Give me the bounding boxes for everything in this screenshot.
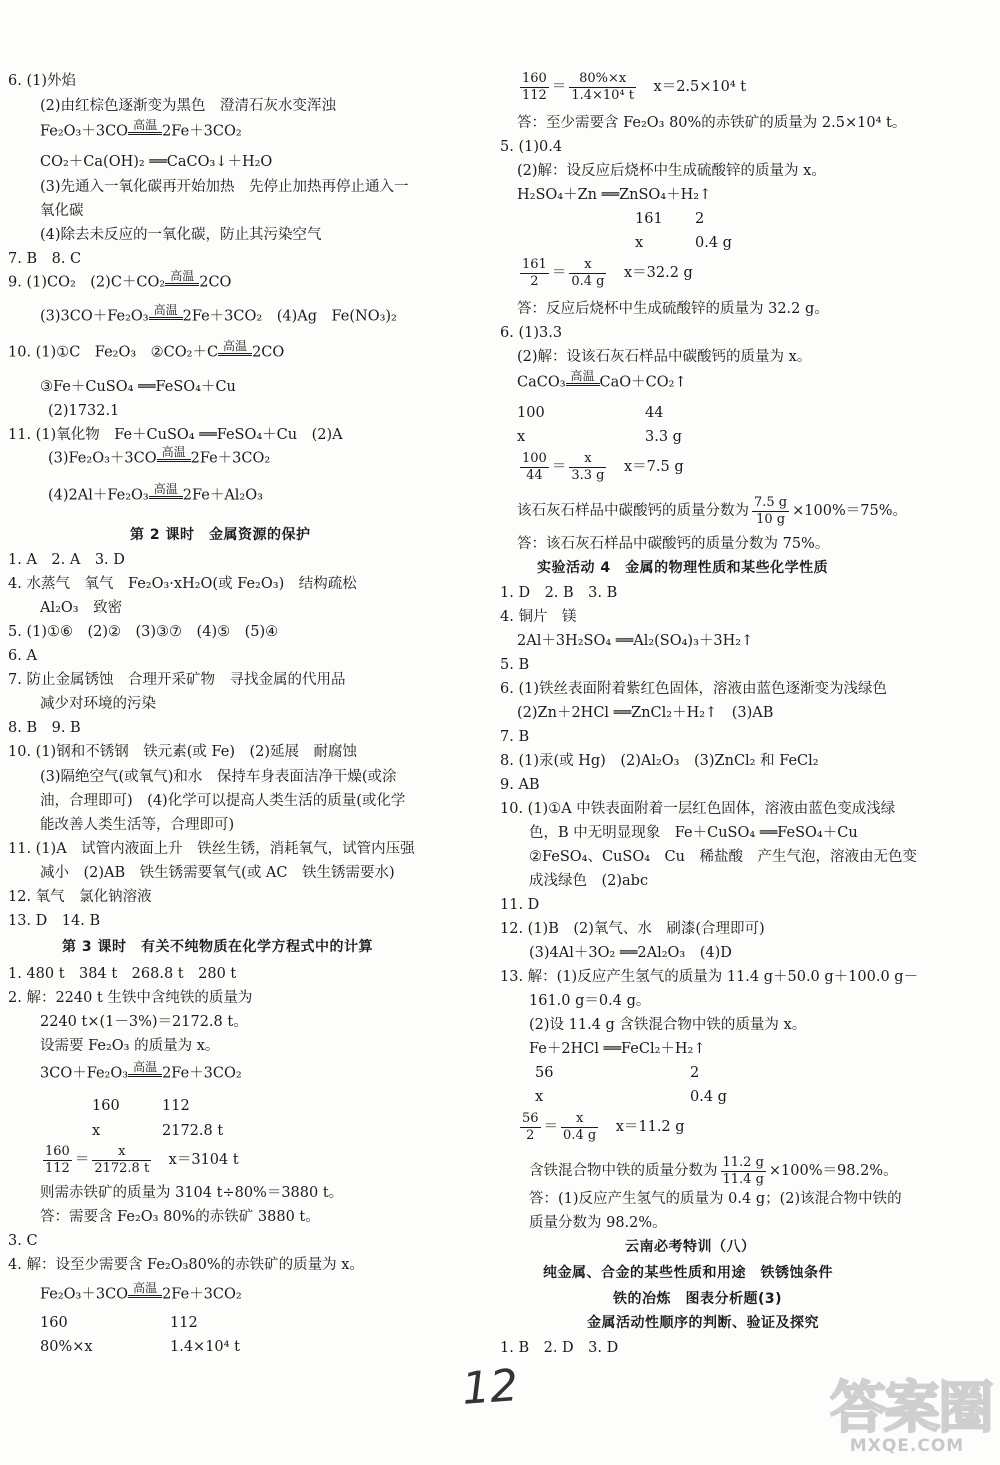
fraction xyxy=(752,496,789,526)
denominator: 2172.8 t xyxy=(94,1160,150,1176)
numerator: 161 xyxy=(522,257,547,272)
eq-right: 2CO xyxy=(252,344,285,361)
equation-line: Fe＋2HCl ══FeCl₂＋H₂↑ xyxy=(529,1041,706,1057)
answer-line: 答：(1)反应产生氢气的质量为 0.4 g；(2)该混合物中铁的 xyxy=(529,1191,902,1207)
numerator: x xyxy=(92,1145,151,1161)
fraction xyxy=(569,452,606,482)
numerator: 11.2 g xyxy=(722,1155,764,1170)
eq-left: (3)Fe₂O₃＋3CO xyxy=(48,450,157,467)
answer-line: 2240 t×(1－3%)＝2172.8 t。 xyxy=(40,1014,248,1030)
equation-line xyxy=(40,304,397,324)
mass-value: x xyxy=(635,235,644,251)
denominator: 112 xyxy=(522,87,547,103)
numerator: 160 xyxy=(522,71,547,86)
answer-line: 161.0 g＝0.4 g。 xyxy=(529,993,651,1009)
mass-value: 1.4×10⁴ t xyxy=(170,1339,240,1355)
proportion-line: $\frac{160}{112}$ ＝ $\frac{80\%\times x}{\text{1.4×10⁴ t}}$ x＝2.5×10⁴ t xyxy=(522,71,747,103)
answer-line: 4. 铜片 镁 xyxy=(500,609,577,625)
mass-value: x xyxy=(92,1123,101,1139)
equation-line xyxy=(8,270,231,290)
denominator: 112 xyxy=(45,1160,70,1176)
numerator: 7.5 g xyxy=(754,495,788,510)
answer-line: 10. (1)钢和不锈钢 铁元素(或 Fe) (2)延展 耐腐蚀 xyxy=(8,744,358,760)
eq-left: Fe₂O₃＋3CO xyxy=(40,1286,129,1303)
numerator: x xyxy=(569,452,606,468)
answer-line: 油，合理即可) (4)化学可以提高人类生活的质量(或化学 xyxy=(40,793,406,809)
mass-value: 3.3 g xyxy=(645,429,682,445)
mass-value: 100 xyxy=(517,405,545,421)
answer-line: 12. (1)B (2)氧气、水 刷漆(合理即可) xyxy=(500,921,765,937)
result: x＝32.2 g xyxy=(623,265,693,282)
answer-line: 1. 480 t 384 t 268.8 t 280 t xyxy=(8,966,237,982)
result: ×100%＝75%。 xyxy=(792,503,907,520)
answer-line: 氧化碳 xyxy=(40,203,84,219)
answer-line: (3)先通入一氧化碳再开始加热 先停止加热再停止通入一 xyxy=(40,179,409,195)
answer-line: (2)Zn＋2HCl ══ZnCl₂＋H₂↑ (3)AB xyxy=(517,705,774,721)
proportion-line: $\frac{56}{2}$ ＝ $\frac{x}{0.4 g}$ x＝11.2 g xyxy=(522,1111,685,1143)
mass-value: 160 xyxy=(92,1098,120,1114)
answer-line: (2)解：设反应后烧杯中生成硫酸锌的质量为 x。 xyxy=(517,163,826,179)
answer-line: 11. (1)A 试管内液面上升 铁丝生锈，消耗氧气，试管内压强 xyxy=(8,841,415,857)
fraction xyxy=(569,258,606,288)
eq-right: 2Fe＋3CO₂ (4)Ag Fe(NO₃)₂ xyxy=(182,308,397,325)
answer-line: 1. D 2. B 3. B xyxy=(500,585,618,601)
eq-left: 10. (1)①C Fe₂O₃ ②CO₂＋C xyxy=(8,344,219,361)
answer-line: 减少对环境的污染 xyxy=(40,696,156,712)
fraction xyxy=(561,1112,598,1142)
condition-label: 高温 xyxy=(161,445,186,459)
equation-line xyxy=(48,446,270,466)
answer-line: 9. AB xyxy=(500,777,540,793)
proportion-line: $\frac{160}{112}$ ＝ $\frac{x}{2172.8 t}$ x＝3104 t xyxy=(45,1144,239,1176)
proportion-line: $\frac{161}{2}$ ＝ $\frac{x}{0.4 g}$ x＝32.2 g xyxy=(522,257,693,289)
answer-line: (2)解：设该石灰石样品中碳酸钙的质量为 x。 xyxy=(517,349,812,365)
high-temp-sign xyxy=(128,1061,162,1081)
handwritten-page-number: 12 xyxy=(460,1360,520,1415)
site-watermark xyxy=(822,1362,992,1462)
answer-line: 6. A xyxy=(8,648,37,664)
denominator: 44 xyxy=(526,467,543,483)
answer-line: 4. 解：设至少需要含 Fe₂O₃80%的赤铁矿的质量为 x。 xyxy=(8,1257,364,1273)
watermark-logo: 答案圈 xyxy=(830,1376,992,1441)
mass-value: x xyxy=(535,1089,544,1105)
section-heading: 金属活动性顺序的判断、验证及探究 xyxy=(587,1315,819,1331)
numerator: 100 xyxy=(522,451,547,466)
answer-line: 答：需要含 Fe₂O₃ 80%的赤铁矿 3880 t。 xyxy=(40,1209,320,1225)
answer-line: 答：反应后烧杯中生成硫酸锌的质量为 32.2 g。 xyxy=(517,301,829,317)
answer-line: Al₂O₃ 致密 xyxy=(40,600,123,616)
condition-label: 高温 xyxy=(570,369,595,383)
answer-line: 答：至少需要含 Fe₂O₃ 80%的赤铁矿的质量为 2.5×10⁴ t。 xyxy=(517,115,907,131)
mass-value: 56 xyxy=(535,1065,554,1081)
denominator: 3.3 g xyxy=(571,467,605,483)
eq-right: 2Fe＋3CO₂ xyxy=(162,123,242,140)
section-heading: 第 2 课时 金属资源的保护 xyxy=(130,527,311,543)
equation-line: H₂SO₄＋Zn ══ZnSO₄＋H₂↑ xyxy=(517,187,712,203)
fraction xyxy=(569,72,636,102)
high-temp-sign xyxy=(128,1282,162,1302)
eq-left: (3)3CO＋Fe₂O₃ xyxy=(40,308,149,325)
answer-line: 13. D 14. B xyxy=(8,913,101,929)
eq-right: 2Fe＋Al₂O₃ xyxy=(182,487,263,504)
denominator: 1.4×10⁴ t xyxy=(571,87,635,103)
proportion-line: $\frac{100}{44}$ ＝ $\frac{x}{3.3 g}$ x＝7.5 g xyxy=(522,451,684,483)
mass-value: 112 xyxy=(162,1098,190,1114)
eq-left: CaCO₃ xyxy=(517,374,566,391)
section-heading: 第 3 课时 有关不纯物质在化学方程式中的计算 xyxy=(62,939,373,955)
answer-line: ②FeSO₄、CuSO₄ Cu 稀盐酸 产生气泡，溶液由无色变 xyxy=(529,849,917,865)
numerator: x xyxy=(561,1112,598,1128)
eq-right: 2Fe＋3CO₂ xyxy=(162,1065,242,1082)
answer-line: (3)隔绝空气(或氧气)和水 保持车身表面洁净干燥(或涂 xyxy=(40,769,397,785)
condition-label: 高温 xyxy=(153,482,178,496)
answer-line: 则需赤铁矿的质量为 3104 t÷80%＝3880 t。 xyxy=(40,1185,344,1201)
section-heading: 纯金属、合金的某些性质和用途 铁锈蚀条件 xyxy=(543,1265,833,1281)
section-heading: 实验活动 4 金属的物理性质和某些化学性质 xyxy=(537,560,829,576)
answer-line: 7. B xyxy=(500,729,530,745)
answer-line: 质量分数为 98.2%。 xyxy=(529,1215,667,1231)
fraction xyxy=(721,1156,766,1186)
percent-label: 该石灰石样品中碳酸钙的质量分数为 xyxy=(517,503,749,520)
condition-label: 高温 xyxy=(133,1060,158,1074)
answer-line: 5. (1)0.4 xyxy=(500,139,563,155)
eq-right: CaO＋CO₂↑ xyxy=(599,374,687,391)
result: ×100%＝98.2%。 xyxy=(768,1163,898,1180)
condition-label: 高温 xyxy=(133,1281,158,1295)
condition-label: 高温 xyxy=(153,303,178,317)
fraction xyxy=(520,452,549,482)
condition-label: 高温 xyxy=(170,269,195,283)
section-heading: 云南必考特训（八） xyxy=(625,1239,756,1255)
answer-line: 6. (1)铁丝表面附着紫红色固体，溶液由蓝色逐渐变为浅绿色 xyxy=(500,681,887,697)
answer-line: 5. B xyxy=(500,657,530,673)
answer-line: (2)设 11.4 g 含铁混合物中铁的质量为 x。 xyxy=(529,1017,807,1033)
denominator: 10 g xyxy=(756,511,786,527)
eq-left: 9. (1)CO₂ (2)C＋CO₂ xyxy=(8,274,166,291)
mass-value: x xyxy=(517,429,526,445)
high-temp-sign xyxy=(218,340,252,360)
eq-left: 3CO＋Fe₂O₃ xyxy=(40,1065,129,1082)
mass-value: 160 xyxy=(40,1315,68,1331)
answer-line: 12. 氧气 氯化钠溶液 xyxy=(8,889,152,905)
answer-line: 成浅绿色 (2)abc xyxy=(529,873,649,889)
fraction xyxy=(92,1145,151,1175)
equation-line xyxy=(40,1061,242,1081)
numerator: 56 xyxy=(522,1111,539,1126)
answer-line: 11. D xyxy=(500,897,540,913)
percent-line xyxy=(517,496,907,526)
answer-line: 设需要 Fe₂O₃ 的质量为 x。 xyxy=(40,1038,220,1054)
fraction xyxy=(520,1112,541,1142)
denominator: 2 xyxy=(530,273,539,289)
numerator: 80%×x xyxy=(569,72,636,88)
answer-line: 13. 解：(1)反应产生氢气的质量为 11.4 g＋50.0 g＋100.0 g－ xyxy=(500,969,919,985)
high-temp-sign xyxy=(149,483,183,503)
equation-line xyxy=(40,119,242,139)
denominator: 0.4 g xyxy=(571,273,605,289)
section-heading: 铁的冶炼 图表分析题(3) xyxy=(613,1291,783,1307)
eq-right: 2Fe＋3CO₂ xyxy=(162,1286,242,1303)
eq-left: (4)2Al＋Fe₂O₃ xyxy=(48,487,149,504)
mass-value: 0.4 g xyxy=(690,1089,727,1105)
equation-line xyxy=(40,1282,242,1302)
denominator: 0.4 g xyxy=(563,1127,597,1143)
answer-line: 减小 (2)AB 铁生锈需要氧气(或 AC 铁生锈需要水) xyxy=(40,865,395,881)
high-temp-sign xyxy=(149,304,183,324)
high-temp-sign xyxy=(165,270,199,290)
answer-line: 能改善人类生活等，合理即可) xyxy=(40,817,235,833)
mass-value: 0.4 g xyxy=(695,235,732,251)
answer-line: 6. (1)3.3 xyxy=(500,325,563,341)
answer-line: (2)由红棕色逐渐变为黑色 澄清石灰水变浑浊 xyxy=(40,98,337,114)
answer-line: 3. C xyxy=(8,1233,38,1249)
equation-line xyxy=(48,483,263,503)
mass-value: 80%×x xyxy=(40,1339,93,1355)
answer-line: 5. (1)①⑥ (2)② (3)③⑦ (4)⑤ (5)④ xyxy=(8,624,279,640)
fraction xyxy=(520,72,549,102)
high-temp-sign xyxy=(157,446,191,466)
result: x＝7.5 g xyxy=(623,459,684,476)
equation-line xyxy=(517,370,687,390)
result: x＝11.2 g xyxy=(615,1119,685,1136)
numerator: 160 xyxy=(45,1144,70,1159)
answer-line: (4)除去未反应的一氧化碳，防止其污染空气 xyxy=(40,227,322,243)
denominator: 2 xyxy=(526,1127,535,1143)
denominator: 11.4 g xyxy=(722,1171,764,1187)
equation-line: CO₂＋Ca(OH)₂ ══CaCO₃↓＋H₂O xyxy=(40,154,273,170)
percent-line xyxy=(529,1156,898,1186)
answer-line: 1. B 2. D 3. D xyxy=(500,1340,619,1356)
answer-line: 11. (1)氧化物 Fe＋CuSO₄ ══FeSO₄＋Cu (2)A xyxy=(8,427,343,443)
mass-value: 161 xyxy=(635,211,663,227)
condition-label: 高温 xyxy=(133,118,158,132)
answer-line: 7. B 8. C xyxy=(8,251,82,267)
mass-value: 44 xyxy=(645,405,664,421)
answer-line: 6. (1)外焰 xyxy=(8,73,76,89)
high-temp-sign xyxy=(128,119,162,139)
result: x＝2.5×10⁴ t xyxy=(653,79,747,96)
fraction xyxy=(520,258,549,288)
equation-line xyxy=(8,340,284,360)
percent-label: 含铁混合物中铁的质量分数为 xyxy=(529,1163,718,1180)
equation-line: ③Fe＋CuSO₄ ══FeSO₄＋Cu xyxy=(40,379,236,395)
mass-value: 112 xyxy=(170,1315,198,1331)
equation-line: 2Al＋3H₂SO₄ ══Al₂(SO₄)₃＋3H₂↑ xyxy=(517,633,754,649)
high-temp-sign xyxy=(566,370,600,390)
eq-right: 2CO xyxy=(199,274,232,291)
mass-value: 2172.8 t xyxy=(162,1123,224,1139)
answer-line: 色，B 中无明显现象 Fe＋CuSO₄ ══FeSO₄＋Cu xyxy=(529,825,858,841)
answer-line: 10. (1)①A 中铁表面附着一层红色固体，溶液由蓝色变成浅绿 xyxy=(500,801,896,817)
answer-line: 2. 解：2240 t 生铁中含纯铁的质量为 xyxy=(8,990,253,1006)
condition-label: 高温 xyxy=(223,339,248,353)
result: x＝3104 t xyxy=(168,1152,239,1169)
watermark-url: MXQE.COM xyxy=(849,1436,965,1456)
answer-line: 7. 防止金属锈蚀 合理开采矿物 寻找金属的代用品 xyxy=(8,672,346,688)
answer-line: 8. B 9. B xyxy=(8,720,81,736)
answer-line: (2)1732.1 xyxy=(48,403,120,419)
answer-line: 4. 水蒸气 氧气 Fe₂O₃·xH₂O(或 Fe₂O₃) 结构疏松 xyxy=(8,576,357,592)
answer-line: 8. (1)汞(或 Hg) (2)Al₂O₃ (3)ZnCl₂ 和 FeCl₂ xyxy=(500,753,819,769)
answer-line: (3)4Al＋3O₂ ══2Al₂O₃ (4)D xyxy=(529,945,732,961)
answer-line: 1. A 2. A 3. D xyxy=(8,552,125,568)
fraction xyxy=(43,1145,72,1175)
eq-right: 2Fe＋3CO₂ xyxy=(190,450,271,467)
answer-line: 答：该石灰石样品中碳酸钙的质量分数为 75%。 xyxy=(517,536,830,552)
eq-left: Fe₂O₃＋3CO xyxy=(40,123,129,140)
mass-value: 2 xyxy=(695,211,705,227)
mass-value: 2 xyxy=(690,1065,700,1081)
numerator: x xyxy=(569,258,606,274)
